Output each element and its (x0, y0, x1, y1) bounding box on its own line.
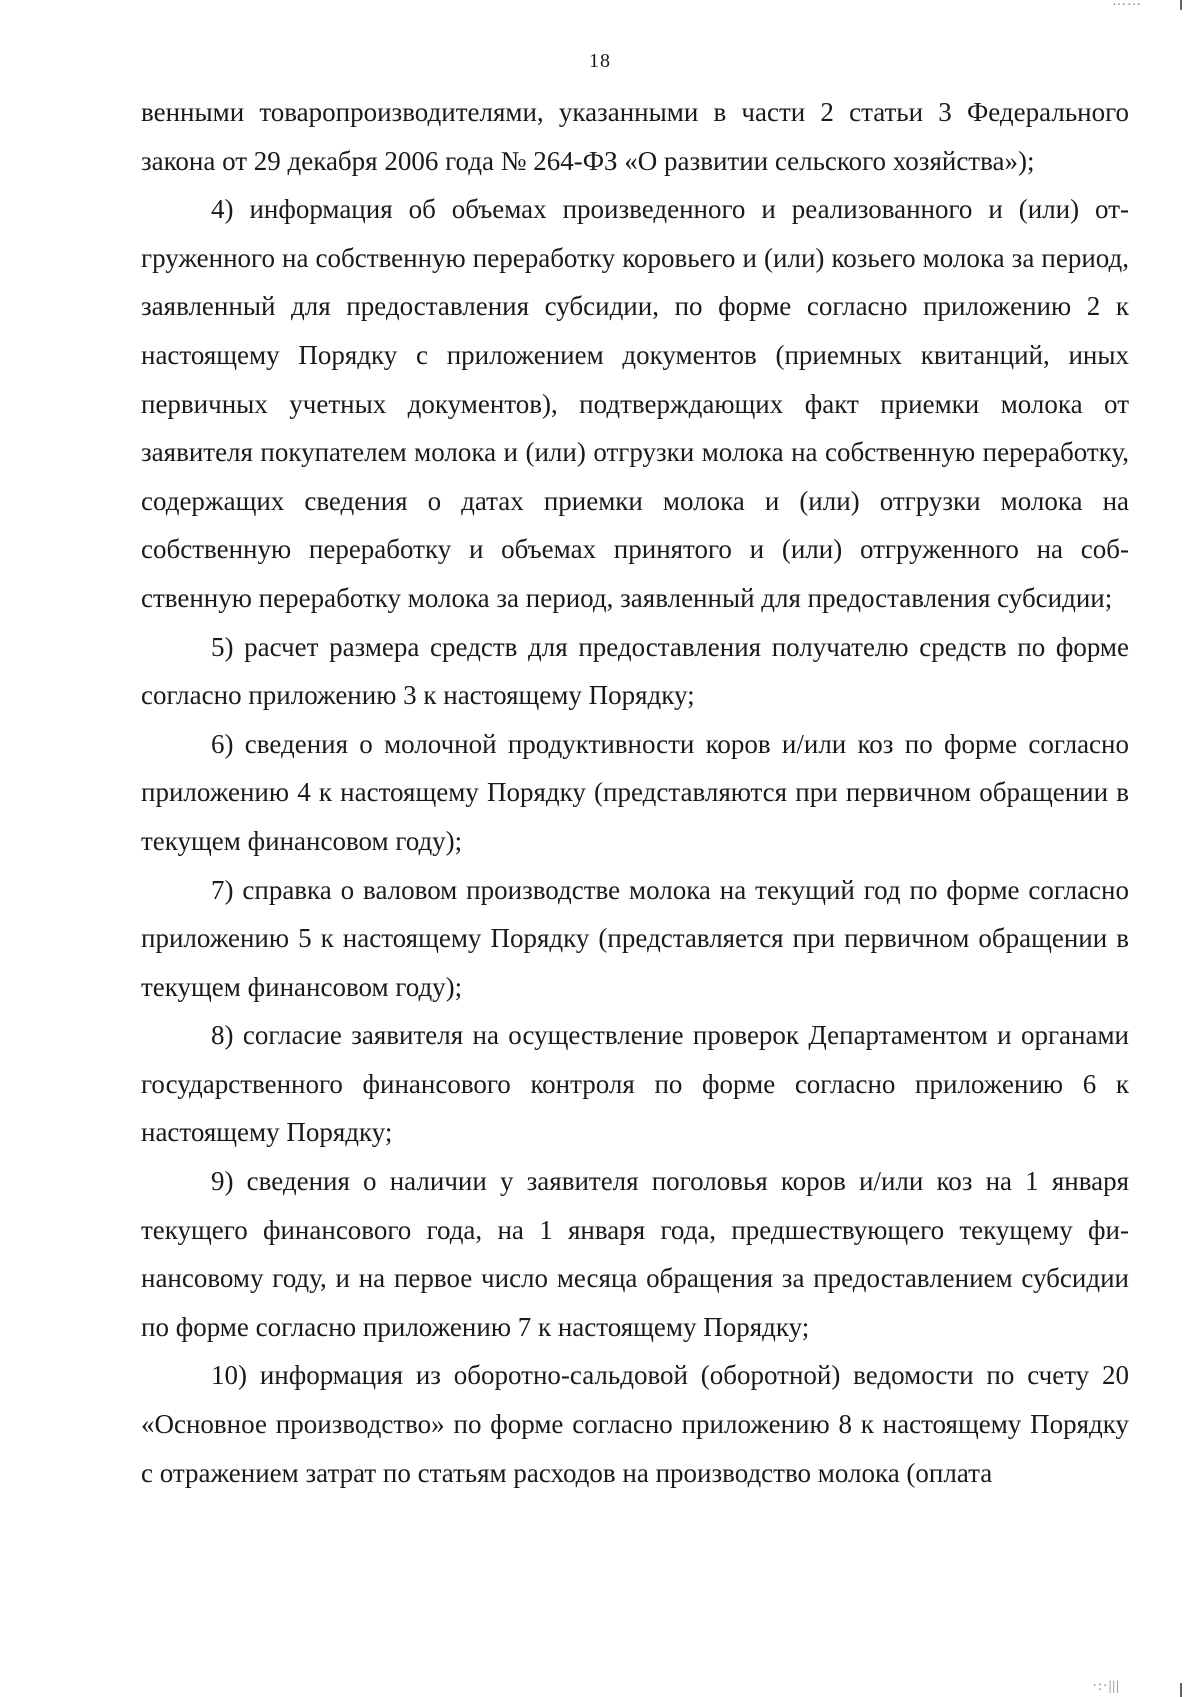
paragraph-item-5: 5) расчет размера средств для предоставления получателю средств по форме согласно приложению 3 к настоящему Порядку; (141, 631, 1129, 711)
paragraph-item-8: 8) согласие заявителя на осуществление проверок Департаментом и органами государственного финансового контроля по форме согласно приложению 6 к настоящему Порядку; (141, 1020, 1129, 1148)
page-number: 18 (589, 50, 611, 72)
paragraph-item-6: 6) сведения о молочной продуктивности коров и/или коз по форме согласно приложению 4 к настоящему Порядку (представляются при первичном обращении в текущем финансовом году); (141, 728, 1129, 856)
scan-edge-mark-top (1180, 0, 1182, 10)
paragraph-item-10: 10) информация из оборотно-сальдовой (оборотной) ведомости по счету 20 «Основное производство» по форме согласно приложению 8 к настоящему Порядку с отражением затрат по статьям расходов на производство молока (оплата (141, 1360, 1129, 1488)
paragraph-item-7: 7) справка о валовом производстве молока на текущий год по форме согласно приложению 5 к настоящему Порядку (представляется при первичном обращении в текущем финансовом году); (141, 874, 1129, 1002)
paragraph-item-4: 4) информация об объемах произведенного и реализованного и (или) отгруженного на собственную переработку коровьего и (или) козьего молока за период, заявленный для предоставления субсидии, по форме согласно приложению 2 к настоящему Порядку с приложением документов (приемных квитанций, иных первичных учетных документов), подтверждающих факт приемки молока от заявителя покупателем молока и (или) отгрузки молока на собственную переработку, содержащих сведения о датах приемки молока и (или) отгрузки молока на собственную переработку и объемах принятого и (или) отгруженного на собственную переработку молока за период, заявленный для предоставления субсидии; (141, 194, 1129, 613)
scan-edge-mark-bottom (1180, 1683, 1182, 1697)
document-body (141, 88, 1129, 1497)
scan-artifact-bottom: ·:·||| (1092, 1679, 1120, 1694)
paragraph-continuation: венными товаропроизводителями, указанными в части 2 статьи 3 Федерального закона от 29 декабря 2006 года № 264-ФЗ «О развитии сельского хозяйства»); (141, 97, 1129, 176)
paragraph-item-9: 9) сведения о наличии у заявителя поголовья коров и/или коз на 1 января текущего финансового года, на 1 января года, предшествующего текущему финансовому году, и на первое число месяца обращения за предоставлением субсидии по форме согласно приложению 7 к настоящему Порядку; (141, 1166, 1129, 1342)
scan-artifact-top: …… (1112, 0, 1142, 9)
